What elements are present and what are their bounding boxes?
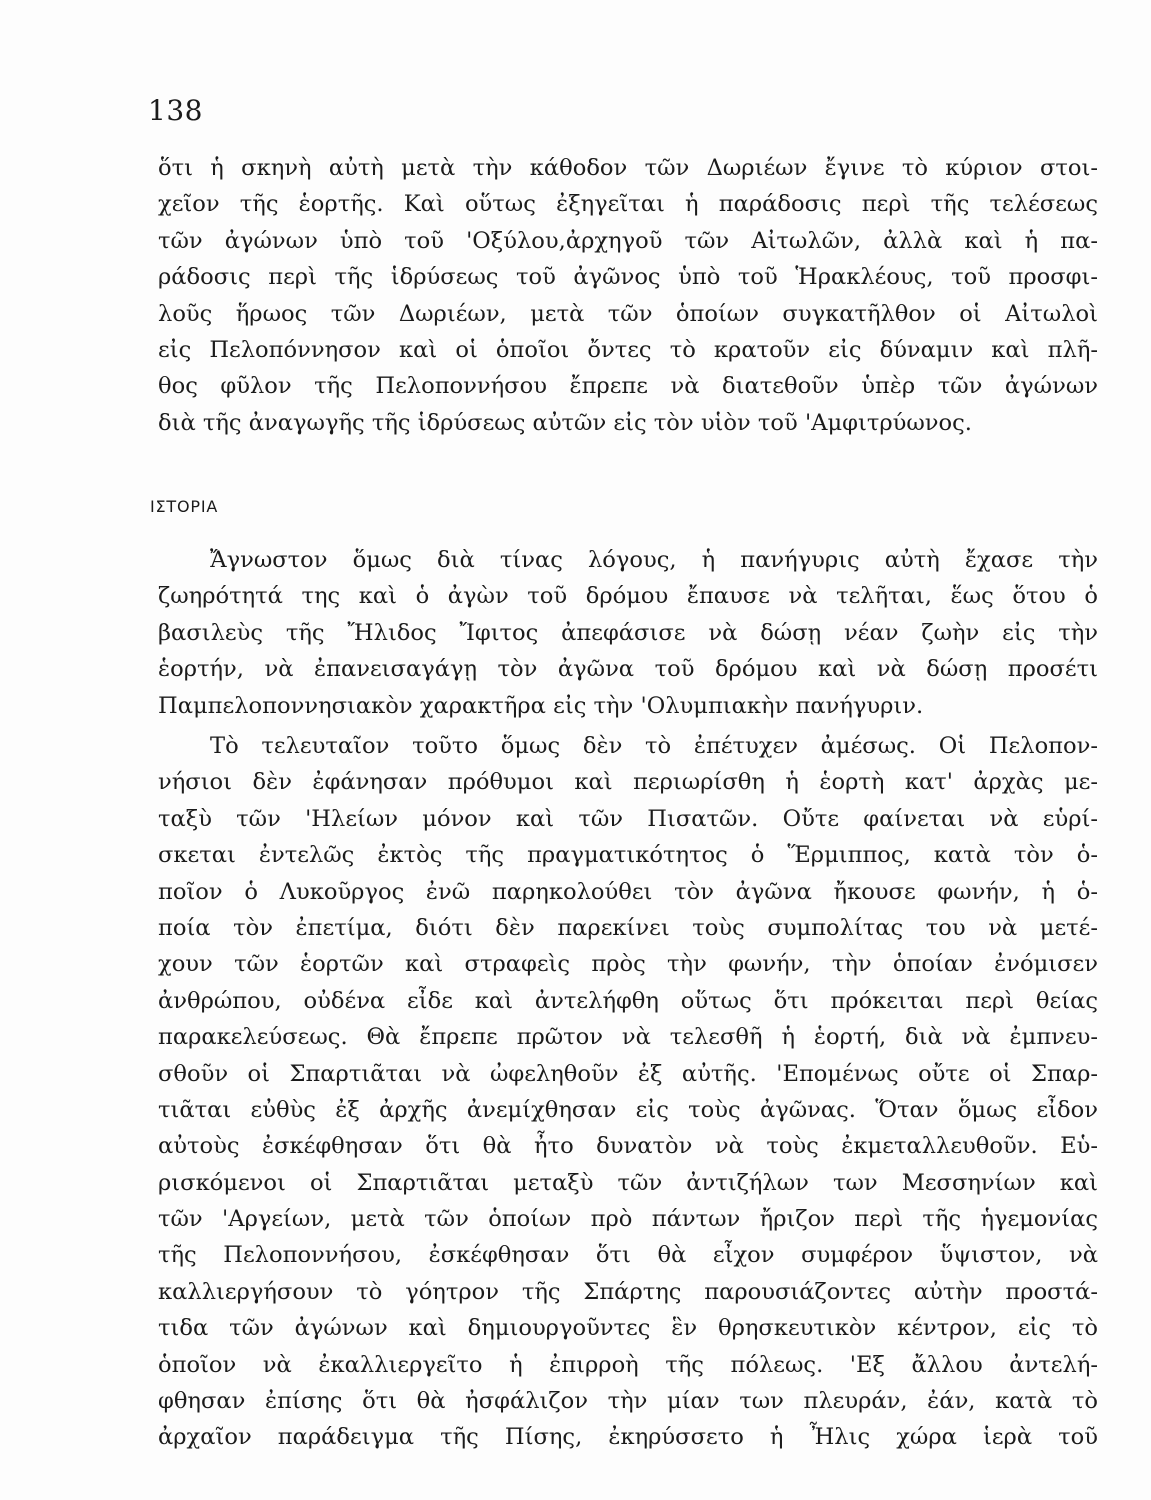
text-line: φθησαν ἐπίσης ὅτι θὰ ἠσφάλιζον τὴν μίαν των πλευράν, ἐάν, κατὰ τὸ	[158, 1388, 1098, 1415]
text-line: λοῦς ἥρωος τῶν Δωριέων, μετὰ τῶν ὁποίων συγκατῆλθον οἱ Αἰτωλοὶ	[158, 300, 1098, 327]
text-line: σκεται ἐντελῶς ἐκτὸς τῆς πραγματικότητος ὁ Ἕρμιππος, κατὰ τὸν ὁ-	[158, 842, 1098, 869]
text-line: ζωηρότητά της καὶ ὁ ἀγὼν τοῦ δρόμου ἔπαυσε νὰ τελῆται, ἕως ὅτου ὁ	[158, 583, 1098, 610]
text-line: ὅτι ἡ σκηνὴ αὐτὴ μετὰ τὴν κάθοδον τῶν Δωριέων ἔγινε τὸ κύριον στοι-	[158, 155, 1098, 181]
text-line: χεῖον τῆς ἑορτῆς. Καὶ οὕτως ἐξηγεῖται ἡ παράδοσις περὶ τῆς τελέσεως	[158, 191, 1098, 218]
text-line: τῆς Πελοποννήσου, ἐσκέφθησαν ὅτι θὰ εἶχον συμφέρον ὕψιστον, νὰ	[158, 1242, 1098, 1269]
text-line: ποία τὸν ἐπετίμα, διότι δὲν παρεκίνει τοὺς συμπολίτας του νὰ μετέ-	[158, 914, 1098, 941]
text-line: Παμπελοποννησιακὸν χαρακτῆρα εἰς τὴν 'Ολυμπιακὴν πανήγυριν.	[158, 692, 924, 719]
text-line: αὐτοὺς ἐσκέφθησαν ὅτι θὰ ἦτο δυνατὸν νὰ τοὺς ἐκμεταλλευθοῦν. Εὑ-	[158, 1133, 1098, 1160]
text-line: ὁποῖον νὰ ἐκαλλιεργεῖτο ἡ ἐπιρροὴ τῆς πόλεως. 'Εξ ἄλλου ἀντελή-	[158, 1351, 1098, 1378]
text-line: διὰ τῆς ἀναγωγῆς τῆς ἱδρύσεως αὐτῶν εἰς τὸν υἱὸν τοῦ 'Αμφιτρύωνος.	[158, 409, 972, 436]
text-line: παρακελεύσεως. Θὰ ἔπρεπε πρῶτον νὰ τελεσθῆ ἡ ἑορτή, διὰ νὰ ἐμπνευ-	[158, 1024, 1098, 1051]
text-line: χουν τῶν ἑορτῶν καὶ στραφεὶς πρὸς τὴν φωνήν, τὴν ὁποίαν ἐνόμισεν	[158, 951, 1098, 978]
text-line: ταξὺ τῶν 'Ηλείων μόνον καὶ τῶν Πισατῶν. Οὔτε φαίνεται νὰ εὑρί-	[158, 805, 1098, 832]
text-line: βασιλεὺς τῆς Ἤλιδος Ἴφιτος ἀπεφάσισε νὰ δώσῃ νέαν ζωὴν εἰς τὴν	[158, 619, 1098, 646]
text-line: νήσιοι δὲν ἐφάνησαν πρόθυμοι καὶ περιωρίσθη ἡ ἑορτὴ κατ' ἀρχὰς με-	[158, 769, 1098, 796]
text-line: ρισκόμενοι οἱ Σπαρτιᾶται μεταξὺ τῶν ἀντιζήλων των Μεσσηνίων καὶ	[158, 1169, 1098, 1196]
text-line: τῶν ἀγώνων ὑπὸ τοῦ 'Οξύλου,ἀρχηγοῦ τῶν Αἰτωλῶν, ἀλλὰ καὶ ἡ πα-	[158, 227, 1098, 254]
text-line: ἑορτήν, νὰ ἐπανεισαγάγῃ τὸν ἀγῶνα τοῦ δρόμου καὶ νὰ δώσῃ προσέτι	[158, 656, 1098, 683]
paragraph-1	[158, 542, 1098, 724]
text-line: τῶν 'Αργείων, μετὰ τῶν ὁποίων πρὸ πάντων ἤριζον περὶ τῆς ἡγεμονίας	[158, 1206, 1098, 1233]
text-line: τιᾶται εὐθὺς ἐξ ἀρχῆς ἀνεμίχθησαν εἰς τοὺς ἀγῶνας. Ὅταν ὅμως εἶδον	[158, 1096, 1098, 1123]
intro-paragraph	[158, 150, 1098, 441]
text-line: καλλιεργήσουν τὸ γόητρον τῆς Σπάρτης παρουσιάζοντες αὐτὴν προστά-	[158, 1278, 1098, 1305]
text-line: ποῖον ὁ Λυκοῦργος ἐνῶ παρηκολούθει τὸν ἀγῶνα ἤκουσε φωνήν, ἡ ὁ-	[158, 878, 1098, 905]
text-line: ἀνθρώπου, οὐδένα εἶδε καὶ ἀντελήφθη οὕτως ὅτι πρόκειται περὶ θείας	[158, 987, 1098, 1014]
text-line: θος φῦλον τῆς Πελοποννήσου ἔπρεπε νὰ διατεθοῦν ὑπὲρ τῶν ἀγώνων	[158, 373, 1098, 400]
text-line: εἰς Πελοπόννησον καὶ οἱ ὁποῖοι ὄντες τὸ κρατοῦν εἰς δύναμιν καὶ πλῆ-	[158, 336, 1098, 363]
text-line: Ἄγνωστον ὅμως διὰ τίνας λόγους, ἡ πανήγυρις αὐτὴ ἔχασε τὴν	[210, 547, 1098, 573]
text-line: σθοῦν οἱ Σπαρτιᾶται νὰ ὠφεληθοῦν ἐξ αὐτῆς. 'Επομένως οὔτε οἱ Σπαρ-	[158, 1060, 1098, 1087]
paragraph-2	[158, 728, 1098, 1456]
text-line: τιδα τῶν ἀγώνων καὶ δημιουργοῦντες ἓν θρησκευτικὸν κέντρον, εἰς τὸ	[158, 1315, 1098, 1342]
page-number: 138	[148, 94, 203, 127]
text-line: ράδοσις περὶ τῆς ἱδρύσεως τοῦ ἀγῶνος ὑπὸ τοῦ Ἡρακλέους, τοῦ προσφι-	[158, 264, 1098, 291]
text-line: Τὸ τελευταῖον τοῦτο ὅμως δὲν τὸ ἐπέτυχεν ἀμέσως. Οἱ Πελοπον-	[210, 733, 1098, 759]
section-heading: ΙΣΤΟΡΙΑ	[150, 497, 219, 516]
text-line: ἀρχαῖον παράδειγμα τῆς Πίσης, ἐκηρύσσετο ἡ Ἦλις χώρα ἱερὰ τοῦ	[158, 1424, 1098, 1451]
